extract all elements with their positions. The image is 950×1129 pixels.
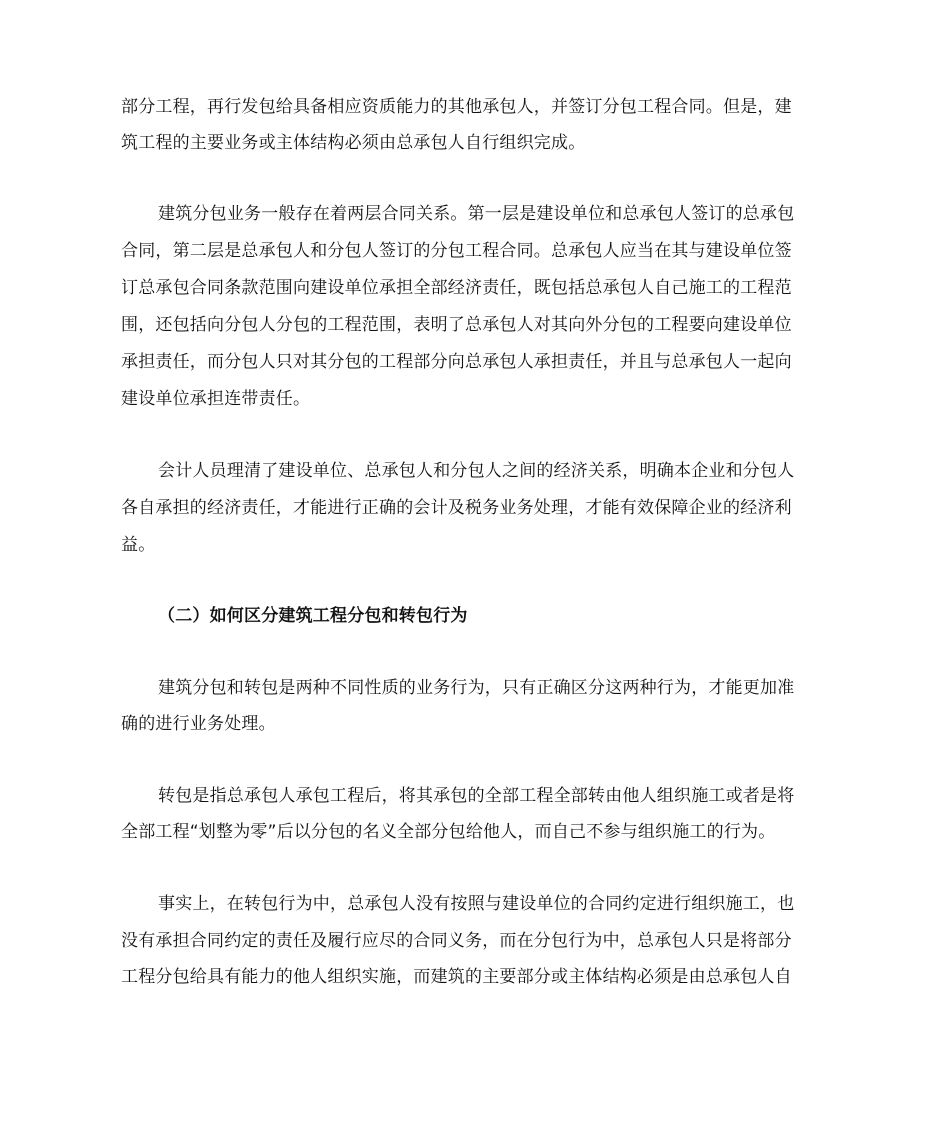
paragraph-2-line-0: 会计人员理清了建设单位、总承包人和分包人之间的经济关系，明确本企业和分包人 xyxy=(158,461,795,481)
section-heading: （二）如何区分建筑工程分包和转包行为 xyxy=(158,606,468,626)
paragraph-1-line-5: 建设单位承担连带责任。 xyxy=(121,389,311,409)
paragraph-2-line-1: 各自承担的经济责任，才能进行正确的会计及税务业务处理，才能有效保障企业的经济利 xyxy=(121,498,792,518)
paragraph-1-line-0: 建筑分包业务一般存在着两层合同关系。第一层是建设单位和总承包人签订的总承包 xyxy=(158,204,795,224)
paragraph-4-line-0: 建筑分包和转包是两种不同性质的业务行为，只有正确区分这两种行为，才能更加准 xyxy=(158,678,795,698)
paragraph-1-line-2: 订总承包合同条款范围向建设单位承担全部经济责任，既包括总承包人自己施工的工程范 xyxy=(121,278,792,298)
paragraph-1-line-3: 围，还包括向分包人分包的工程范围，表明了总承包人对其向外分包的工程要向建设单位 xyxy=(121,315,792,335)
paragraph-1-line-1: 合同，第二层是总承包人和分包人签订的分包工程合同。总承包人应当在其与建设单位签 xyxy=(121,241,792,261)
paragraph-6-line-2: 工程分包给具有能力的他人组织实施，而建筑的主要部分或主体结构必须是由总承包人自 xyxy=(121,967,792,987)
paragraph-6-line-1: 没有承担合同约定的责任及履行应尽的合同义务，而在分包行为中，总承包人只是将部分 xyxy=(121,931,792,951)
paragraph-5-line-0: 转包是指总承包人承包工程后，将其承包的全部工程全部转由他人组织施工或者是将 xyxy=(158,786,795,806)
paragraph-0-line-1: 筑工程的主要业务或主体结构必须由总承包人自行组织完成。 xyxy=(121,133,586,153)
paragraph-4-line-1: 确的进行业务处理。 xyxy=(121,714,276,734)
paragraph-5-line-1: 全部工程“划整为零”后以分包的名义全部分包给他人，而自己不参与组织施工的行为。 xyxy=(121,822,776,842)
paragraph-1-line-4: 承担责任，而分包人只对其分包的工程部分向总承包人承担责任，并且与总承包人一起向 xyxy=(121,352,792,372)
paragraph-0-line-0: 部分工程，再行发包给具备相应资质能力的其他承包人，并签订分包工程合同。但是，建 xyxy=(121,97,792,117)
paragraph-6-line-0: 事实上，在转包行为中，总承包人没有按照与建设单位的合同约定进行组织施工，也 xyxy=(158,894,795,914)
paragraph-2-line-2: 益。 xyxy=(121,535,156,555)
